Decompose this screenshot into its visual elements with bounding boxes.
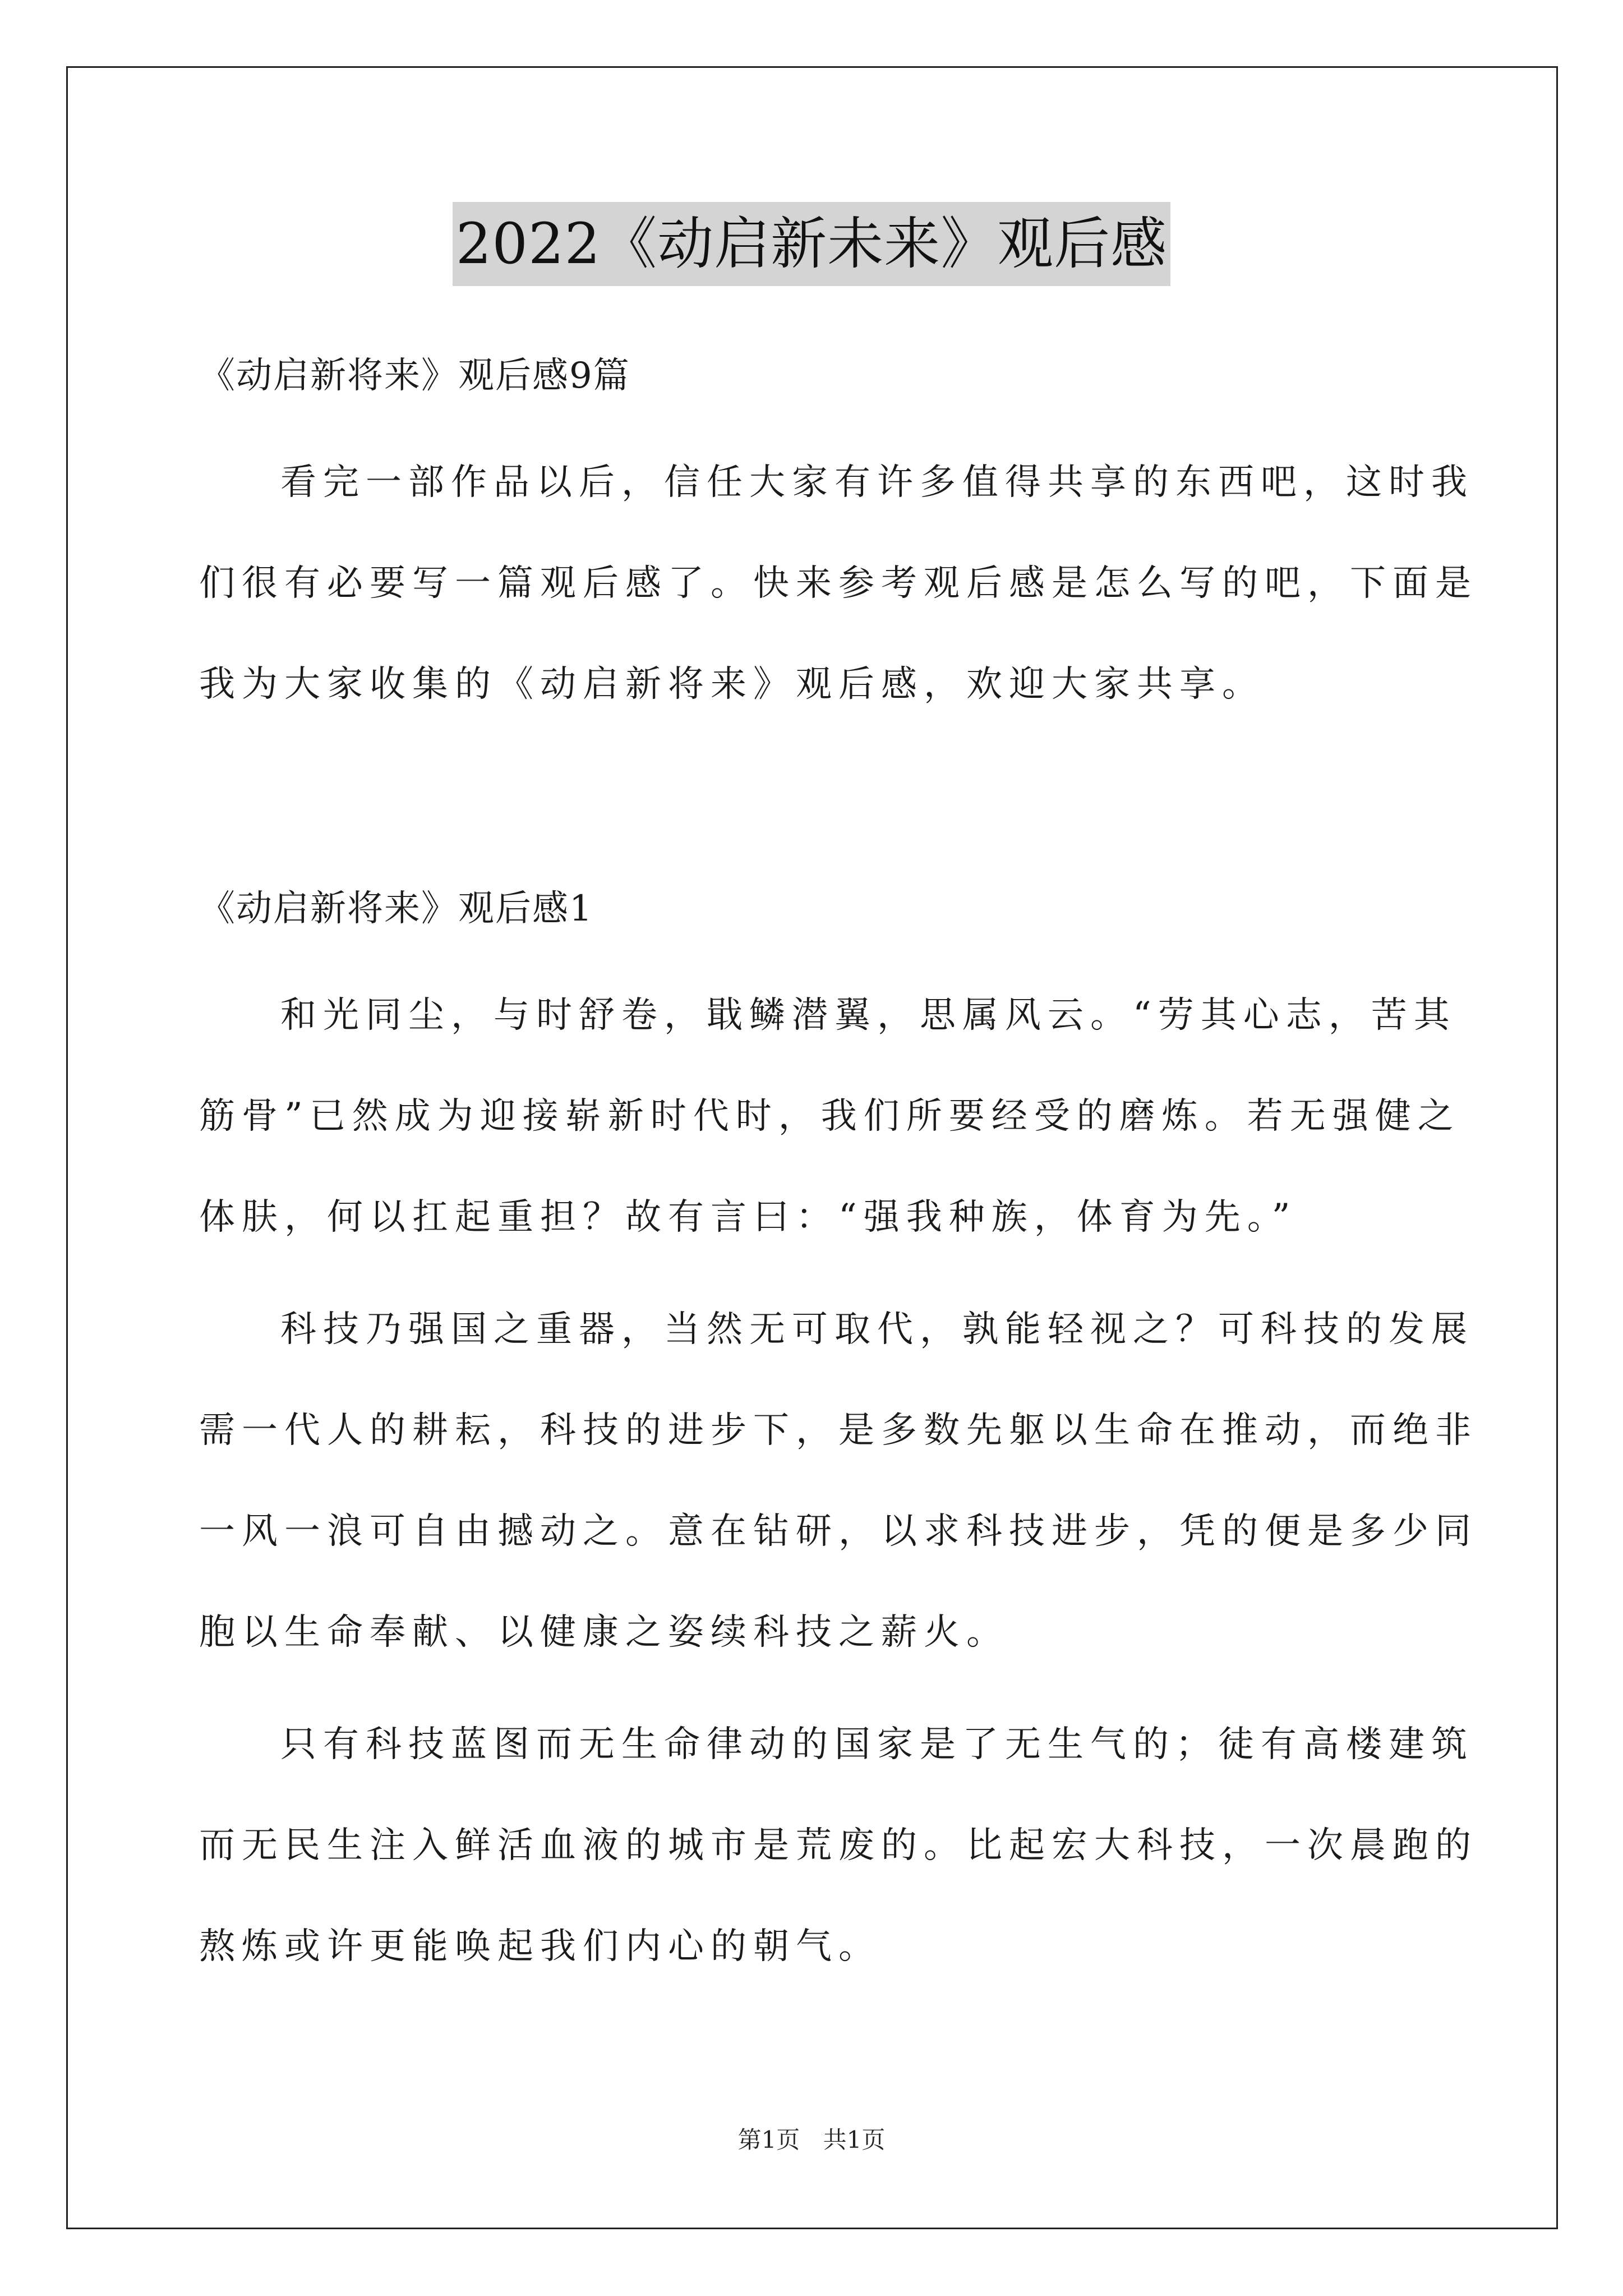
paragraph-line: 熬炼或许更能唤起我们内心的朝气。 bbox=[199, 1926, 881, 1967]
title-container bbox=[0, 202, 1623, 286]
intro-line: 看完一部作品以后，信任大家有许多值得共享的东西吧，这时我 bbox=[280, 462, 1474, 503]
paragraph-line: 和光同尘，与时舒卷，戢鳞潜翼，思属风云。“劳其心志，苦其 bbox=[280, 995, 1456, 1036]
paragraph-line: 而无民生注入鲜活血液的城市是荒废的。比起宏大科技，一次晨跑的 bbox=[199, 1825, 1478, 1866]
paragraph-line: 科技乃强国之重器，当然无可取代，孰能轻视之？可科技的发展 bbox=[280, 1309, 1474, 1350]
paragraph-line: 胞以生命奉献、以健康之姿续科技之薪火。 bbox=[199, 1612, 1009, 1653]
paragraph-line: 只有科技蓝图而无生命律动的国家是了无生气的；徒有高楼建筑 bbox=[280, 1724, 1474, 1765]
paragraph-line: 需一代人的耕耘，科技的进步下，是多数先躯以生命在推动，而绝非 bbox=[199, 1410, 1478, 1451]
paragraph-line: 体肤，何以扛起重担？故有言曰：“强我种族，体育为先。” bbox=[199, 1197, 1297, 1238]
paragraph-line: 一风一浪可自由撼动之。意在钻研，以求科技进步，凭的便是多少同 bbox=[199, 1511, 1478, 1552]
paragraph-line: 筋骨”已然成为迎接崭新时代时，我们所要经受的磨炼。若无强健之 bbox=[199, 1096, 1460, 1137]
page-number: 第1页 bbox=[737, 2126, 800, 2154]
page-total: 共1页 bbox=[823, 2126, 886, 2154]
document-subtitle: 《动启新将来》观后感9篇 bbox=[199, 355, 630, 397]
intro-line: 们很有必要写一篇观后感了。快来参考观后感是怎么写的吧，下面是 bbox=[199, 563, 1478, 604]
page-footer bbox=[0, 2123, 1623, 2157]
document-title: 2022《动启新未来》观后感 bbox=[453, 202, 1171, 286]
section-heading: 《动启新将来》观后感1 bbox=[199, 888, 593, 930]
intro-line: 我为大家收集的《动启新将来》观后感，欢迎大家共享。 bbox=[199, 664, 1265, 705]
